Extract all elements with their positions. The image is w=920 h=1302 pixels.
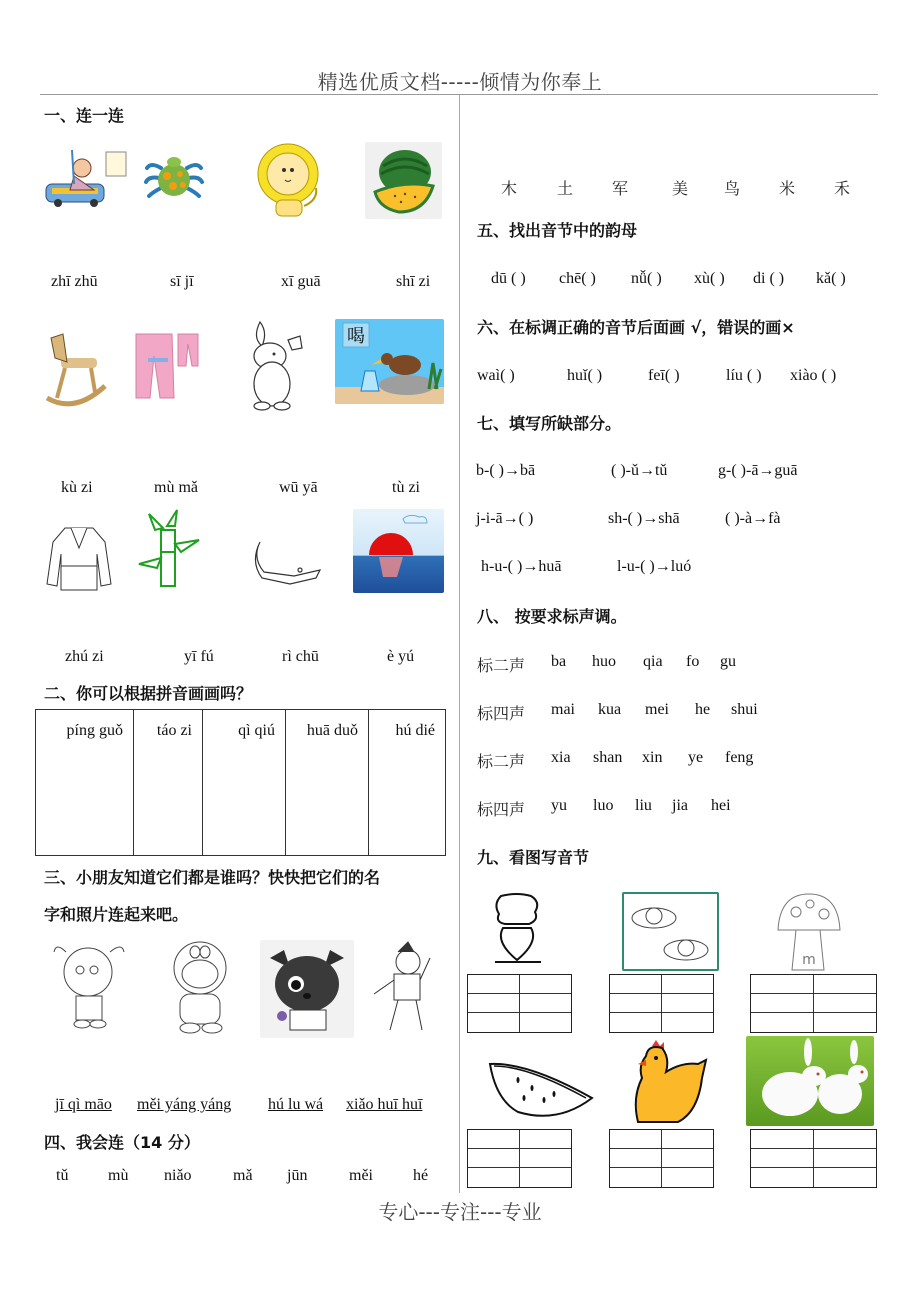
character-item: 木 bbox=[501, 179, 518, 198]
tone-syllable: luo bbox=[593, 797, 614, 814]
tone-row-label: 标二声 bbox=[477, 752, 526, 771]
pinyin-label: rì chū bbox=[282, 648, 319, 665]
pants-image bbox=[132, 330, 200, 402]
pinyin-label: zhú zi bbox=[65, 648, 104, 665]
writing-grid[interactable] bbox=[467, 1129, 572, 1188]
character-name: xiǎo huī huī bbox=[346, 1096, 423, 1113]
tone-syllable: shan bbox=[593, 749, 623, 766]
cell-pinyin: táo zi bbox=[156, 722, 192, 739]
fill-item: g-( )-ā→guā bbox=[718, 462, 798, 479]
pinyin-label: kù zi bbox=[61, 479, 93, 496]
rocking-horse-image bbox=[43, 328, 109, 412]
syllable-item: líu ( ) bbox=[726, 367, 762, 384]
grey-wolf-kid-image bbox=[260, 940, 354, 1038]
writing-grid[interactable] bbox=[609, 1129, 714, 1188]
spider-image bbox=[143, 150, 205, 200]
drawing-cell[interactable] bbox=[369, 710, 445, 855]
lotus-image bbox=[622, 892, 719, 971]
sunrise-image bbox=[353, 509, 444, 593]
tone-syllable: feng bbox=[725, 749, 754, 766]
section3-heading-line1: 三、小朋友知道它们都是谁吗？快快把它们的名 bbox=[44, 868, 381, 887]
syllable-item: xiào ( ) bbox=[790, 367, 837, 384]
syllable-item: kǎ( ) bbox=[816, 270, 846, 287]
pinyin-label: xī guā bbox=[281, 273, 321, 290]
pinyin-label: mù mǎ bbox=[154, 479, 198, 496]
watermelon-slice-image bbox=[488, 1060, 594, 1120]
pinyin-label: wū yā bbox=[279, 479, 318, 496]
tone-row-label: 标四声 bbox=[477, 800, 526, 819]
pinyin-item: niǎo bbox=[164, 1167, 192, 1184]
syllable-item: di ( ) bbox=[753, 270, 785, 287]
tone-syllable: jia bbox=[672, 797, 688, 814]
character-item: 军 bbox=[612, 179, 629, 198]
section4-heading: 四、我会连（14 分） bbox=[44, 1133, 200, 1152]
drawing-cell[interactable] bbox=[134, 710, 203, 855]
tone-syllable: yu bbox=[551, 797, 567, 814]
cell-pinyin: qì qiú bbox=[238, 722, 275, 739]
watermelon-image bbox=[365, 142, 442, 219]
writing-grid[interactable] bbox=[750, 1129, 877, 1188]
character-name: měi yáng yáng bbox=[137, 1096, 232, 1113]
tone-syllable: huo bbox=[592, 653, 616, 670]
section8-heading: 八、 按要求标声调。 bbox=[477, 607, 627, 626]
pleasant-goat-image bbox=[52, 938, 128, 1034]
tone-syllable: hei bbox=[711, 797, 731, 814]
column-divider bbox=[459, 95, 460, 1193]
syllable-item: chē( ) bbox=[559, 270, 596, 287]
tone-syllable: shui bbox=[731, 701, 758, 718]
character-item: 禾 bbox=[834, 179, 851, 198]
pinyin-label: è yú bbox=[387, 648, 415, 665]
radish-image bbox=[491, 892, 543, 964]
cell-pinyin: píng guǒ bbox=[66, 722, 123, 739]
page-header-title: 精选优质文档-----倾情为你奉上 bbox=[317, 70, 603, 94]
svg-text:喝: 喝 bbox=[347, 326, 365, 347]
syllable-item: xù( ) bbox=[694, 270, 725, 287]
fill-item: sh-( )→shā bbox=[608, 510, 680, 527]
drawing-cell[interactable] bbox=[286, 710, 369, 855]
doraemon-image bbox=[160, 938, 240, 1036]
character-item: 土 bbox=[557, 179, 574, 198]
pinyin-label: shī zi bbox=[396, 273, 431, 290]
lion-image bbox=[254, 140, 326, 220]
tone-syllable: mai bbox=[551, 701, 575, 718]
pinyin-item: mǎ bbox=[233, 1167, 253, 1184]
cell-pinyin: huā duǒ bbox=[306, 722, 358, 739]
hen-image bbox=[622, 1038, 714, 1126]
tone-syllable: kua bbox=[598, 701, 622, 718]
pinyin-label: tù zi bbox=[392, 479, 420, 496]
crow-drinking-image bbox=[335, 319, 444, 404]
pinyin-item: jūn bbox=[287, 1167, 308, 1184]
tone-row-label: 标二声 bbox=[477, 656, 526, 675]
pinyin-item: měi bbox=[349, 1167, 373, 1184]
syllable-item: feī( ) bbox=[648, 367, 680, 384]
section1-heading: 一、连一连 bbox=[44, 106, 125, 125]
taxi-driver-image bbox=[44, 146, 134, 208]
tone-syllable: liu bbox=[635, 797, 652, 814]
character-item: 美 bbox=[672, 179, 689, 198]
mushroom-image bbox=[776, 892, 842, 972]
section7-heading: 七、填写所缺部分。 bbox=[477, 414, 622, 433]
pinyin-item: tǔ bbox=[56, 1167, 69, 1184]
writing-grid[interactable] bbox=[750, 974, 877, 1033]
section9-heading: 九、看图写音节 bbox=[477, 848, 590, 867]
tone-syllable: fo bbox=[686, 653, 700, 670]
tone-syllable: ye bbox=[688, 749, 704, 766]
rabbits-photo-image bbox=[746, 1036, 874, 1126]
section6-heading: 六、在标调正确的音节后面画 √，错误的画× bbox=[477, 318, 795, 337]
drawing-cell[interactable] bbox=[203, 710, 286, 855]
tone-syllable: qia bbox=[643, 653, 663, 670]
fill-item: j-i-ā→( ) bbox=[476, 510, 534, 527]
tone-syllable: mei bbox=[645, 701, 669, 718]
rabbit-image bbox=[238, 318, 310, 414]
tone-row-label: 标四声 bbox=[477, 704, 526, 723]
syllable-item: nǚ( ) bbox=[631, 270, 662, 287]
pinyin-item: mù bbox=[108, 1167, 129, 1184]
tone-syllable: he bbox=[695, 701, 711, 718]
writing-grid[interactable] bbox=[467, 974, 572, 1033]
syllable-item: waì( ) bbox=[477, 367, 515, 384]
character-item: 鸟 bbox=[724, 179, 741, 198]
tone-syllable: xia bbox=[551, 749, 571, 766]
character-name: jī qì māo bbox=[55, 1096, 112, 1113]
cell-pinyin: hú dié bbox=[395, 722, 435, 739]
fill-item: b-( )→bā bbox=[476, 462, 536, 479]
calabash-brother-image bbox=[364, 940, 440, 1036]
tone-syllable: gu bbox=[720, 653, 736, 670]
fill-item: ( )-à→fà bbox=[725, 510, 781, 527]
section5-heading: 五、找出音节中的韵母 bbox=[477, 221, 638, 240]
pinyin-label: sī jī bbox=[170, 273, 194, 290]
coat-image bbox=[45, 522, 113, 594]
section3-heading-line2: 字和照片连起来吧。 bbox=[44, 905, 189, 924]
pinyin-label: yī fú bbox=[184, 648, 214, 665]
section2-heading: 二、你可以根据拼音画画吗？ bbox=[44, 684, 253, 703]
writing-grid[interactable] bbox=[609, 974, 714, 1033]
page-footer: 专心---专注---专业 bbox=[378, 1200, 542, 1224]
fill-item: l-u-( )→luó bbox=[617, 558, 692, 575]
syllable-item: huǐ( ) bbox=[567, 367, 603, 384]
drawing-cell[interactable] bbox=[36, 710, 134, 855]
tone-syllable: ba bbox=[551, 653, 567, 670]
syllable-item: dū ( ) bbox=[491, 270, 526, 287]
pinyin-label: zhī zhū bbox=[51, 273, 98, 290]
drawing-table bbox=[35, 709, 446, 856]
pinyin-item: hé bbox=[413, 1167, 429, 1184]
character-name: hú lu wá bbox=[268, 1096, 324, 1113]
bamboo-image bbox=[133, 508, 205, 590]
svg-text:m: m bbox=[802, 952, 816, 968]
fill-item: ( )-ǔ→tǔ bbox=[611, 462, 668, 479]
character-item: 米 bbox=[779, 179, 796, 198]
fill-item: h-u-( )→huā bbox=[481, 558, 562, 575]
tone-syllable: xin bbox=[642, 749, 663, 766]
crocodile-image bbox=[250, 532, 326, 590]
